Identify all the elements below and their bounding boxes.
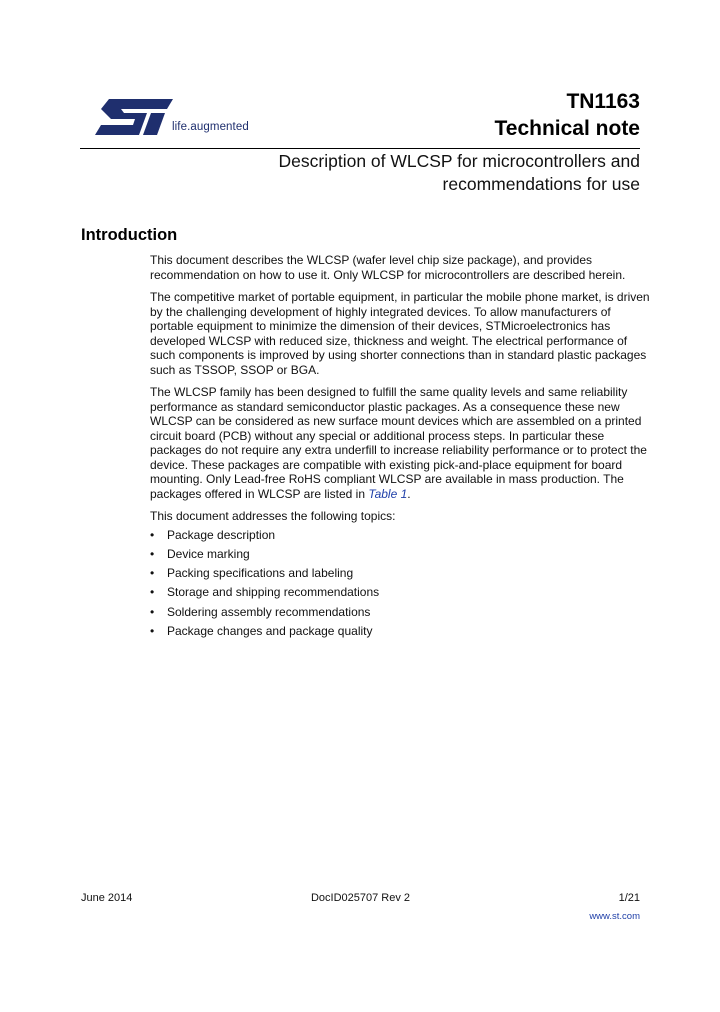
- footer-page-number: 1/21: [618, 892, 640, 904]
- table-1-link[interactable]: Table 1: [368, 486, 408, 501]
- website-link[interactable]: www.st.com: [589, 911, 640, 922]
- bullet-icon: •: [150, 566, 155, 581]
- page-footer: [81, 892, 640, 908]
- list-item: [150, 564, 650, 583]
- paragraph: The competitive market of portable equipment, in particular the mobile phone market, is driven by the challenging development of highly integrated devices. To allow manufacturers of portable equipment to minimize the dimension of their devices, STMicroelectronics has developed WLCSP with reduced size, thickness and weight. The electrical performance of such components is improved by using shorter connections than in standard plastic packages such as TSSOP, SSOP or BGA.: [150, 290, 650, 377]
- bullet-icon: •: [150, 527, 155, 542]
- section-heading-introduction: Introduction: [81, 226, 178, 244]
- list-item-text: Device marking: [167, 546, 250, 561]
- header-divider: [80, 148, 640, 149]
- footer-doc-id: DocID025707 Rev 2: [310, 892, 411, 904]
- list-item-text: Package changes and package quality: [167, 623, 373, 638]
- list-item-text: Package description: [167, 527, 276, 542]
- bullet-icon: •: [150, 623, 155, 638]
- list-item: [150, 526, 650, 545]
- document-subtitle: [160, 150, 640, 196]
- brand-tagline: life.augmented: [172, 121, 249, 133]
- topics-list: [150, 526, 650, 642]
- paragraph-period: .: [407, 486, 411, 501]
- list-item-text: Soldering assembly recommendations: [167, 604, 371, 619]
- list-item-text: Packing specifications and labeling: [167, 566, 354, 581]
- paragraph-text: The WLCSP family has been designed to fulfill the same quality levels and same reliability performance as standard semiconductor plastic packages. As a consequence these new WLCSP can be considered as new surface mount devices which are assembled on a printed circuit board (PCB) without any special or additional process steps. In particular these packages do not require any extra underfill to increase reliability performance or to protect the device. These packages are compatible with existing pick-and-place equipment for board mounting. Only Lead-free RoHS compliant WLCSP are available in mass production. The packages offered in WLCSP are listed in: [150, 385, 647, 501]
- subtitle-line: Description of WLCSP for microcontrollers and: [278, 151, 640, 171]
- topics-intro: This document addresses the following topics:: [150, 509, 396, 523]
- list-item: [150, 603, 650, 622]
- list-item: [150, 583, 650, 602]
- bullet-icon: •: [150, 585, 155, 600]
- introduction-body: [150, 253, 650, 641]
- list-item-text: Storage and shipping recommendations: [167, 585, 380, 600]
- list-item: [150, 622, 650, 641]
- list-item: [150, 545, 650, 564]
- bullet-icon: •: [150, 604, 155, 619]
- subtitle-line: recommendations for use: [442, 174, 640, 194]
- paragraph: This document describes the WLCSP (wafer level chip size package), and provides recommendation on how to use it. Only WLCSP for microcontrollers are described herein.: [150, 253, 626, 282]
- footer-date: June 2014: [81, 892, 133, 904]
- document-number: TN1163: [566, 90, 640, 113]
- bullet-icon: •: [150, 546, 155, 561]
- document-type: Technical note: [494, 117, 640, 140]
- paragraph: [150, 385, 650, 501]
- st-logo: [91, 97, 181, 137]
